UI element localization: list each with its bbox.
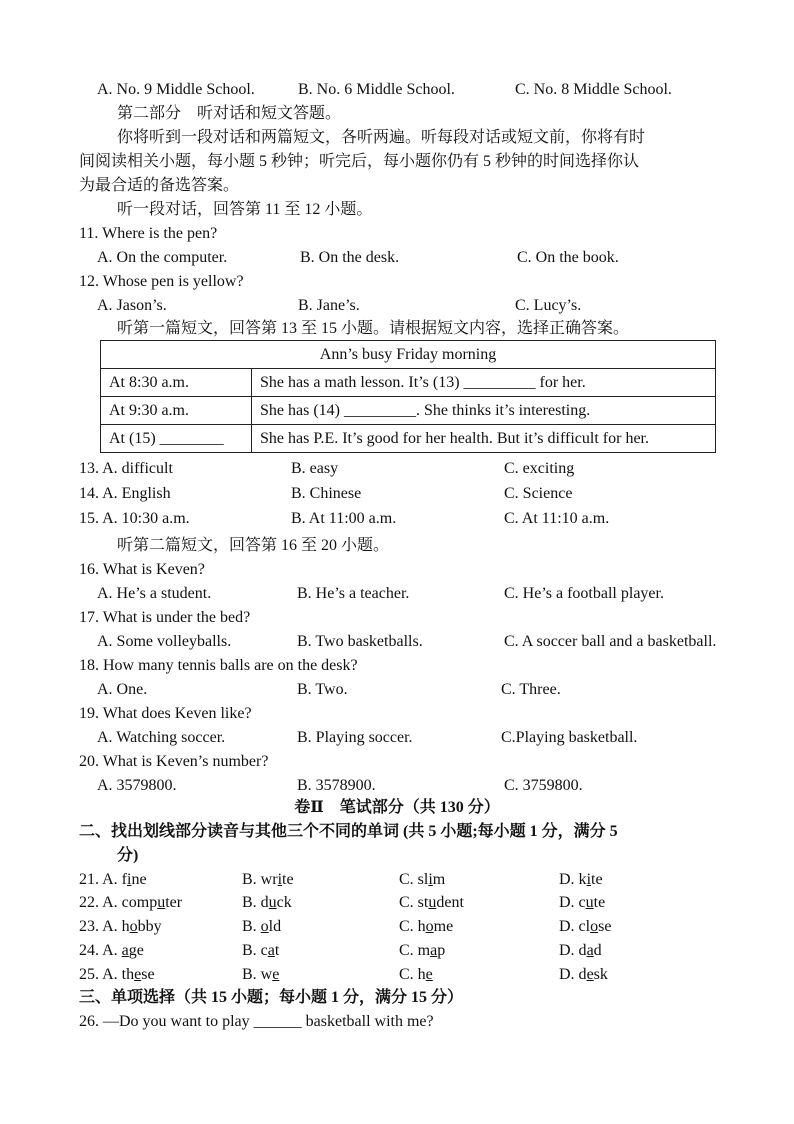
q11-option-c: C. On the book.	[517, 249, 619, 266]
section2-title-line1: 二、找出划线部分读音与其他三个不同的单词 (共 5 小题;每小题 1 分，满分 5	[79, 823, 618, 840]
q20-option-c: C. 3759800.	[504, 777, 583, 794]
section3-title: 三、单项选择（共 15 小题；每小题 1 分，满分 15 分）	[79, 989, 464, 1006]
part2-instructions-line3: 为最合适的备选答案。	[79, 177, 240, 194]
passage2-intro: 听第二篇短文，回答第 16 至 20 小题。	[117, 537, 390, 554]
table-row	[101, 425, 716, 453]
q22-option-d: D. cute	[559, 894, 606, 911]
q20-option-a: A. 3579800.	[97, 777, 177, 794]
q18-option-b: B. Two.	[297, 681, 348, 698]
q15-option-c: C. At 11:10 a.m.	[504, 510, 610, 527]
q23-option-d: D. close	[559, 918, 612, 935]
q21-option-c: C. slim	[399, 871, 446, 888]
table-cell-text: She has a math lesson. It’s (13) _________ for her.	[252, 369, 716, 397]
q22-option-a: 22. A. computer	[79, 894, 183, 911]
q10-option-b: B. No. 6 Middle School.	[298, 81, 455, 98]
q19-option-a: A. Watching soccer.	[97, 729, 226, 746]
table-title: Ann’s busy Friday morning	[101, 341, 716, 369]
q24-option-d: D. dad	[559, 942, 602, 959]
q21-option-d: D. kite	[559, 871, 603, 888]
q14-option-c: C. Science	[504, 485, 573, 502]
table-cell-text: She has (14) _________. She thinks it’s interesting.	[252, 397, 716, 425]
q25-option-d: D. desk	[559, 966, 608, 983]
q18-question: 18. How many tennis balls are on the desk?	[79, 657, 358, 674]
q23-option-a: 23. A. hobby	[79, 918, 162, 935]
section2-title-line2: 分)	[117, 847, 139, 864]
q12-option-b: B. Jane’s.	[298, 297, 360, 314]
table-row	[101, 397, 716, 425]
q22-option-b: B. duck	[242, 894, 292, 911]
part2-title: 第二部分 听对话和短文答题。	[117, 105, 342, 122]
q17-option-b: B. Two basketballs.	[297, 633, 423, 650]
table-row	[101, 369, 716, 397]
q24-option-c: C. map	[399, 942, 446, 959]
q17-option-c: C. A soccer ball and a basketball.	[504, 633, 717, 650]
q15-option-a: 15. A. 10:30 a.m.	[79, 510, 190, 527]
q21-option-a: 21. A. fine	[79, 871, 147, 888]
q23-option-b: B. old	[242, 918, 282, 935]
q20-question: 20. What is Keven’s number?	[79, 753, 269, 770]
q21-option-b: B. write	[242, 871, 294, 888]
q14-option-b: B. Chinese	[291, 485, 362, 502]
q17-question: 17. What is under the bed?	[79, 609, 251, 626]
q10-option-a: A. No. 9 Middle School.	[97, 81, 255, 98]
q24-option-a: 24. A. age	[79, 942, 144, 959]
schedule-table	[100, 340, 716, 453]
q25-option-c: C. he	[399, 966, 433, 983]
q16-option-c: C. He’s a football player.	[504, 585, 664, 602]
paper2-title: 卷Ⅱ 笔试部分（共 130 分）	[294, 799, 500, 816]
q19-option-c: C.Playing basketball.	[501, 729, 638, 746]
q16-option-b: B. He’s a teacher.	[297, 585, 410, 602]
part2-instructions-line1: 你将听到一段对话和两篇短文，各听两遍。听每段对话或短文前，你将有时	[117, 129, 646, 146]
q19-question: 19. What does Keven like?	[79, 705, 252, 722]
q25-option-a: 25. A. these	[79, 966, 155, 983]
q26-question: 26. —Do you want to play ______ basketball with me?	[79, 1013, 434, 1030]
q16-question: 16. What is Keven?	[79, 561, 205, 578]
q13-option-b: B. easy	[291, 460, 339, 477]
q11-question: 11. Where is the pen?	[79, 225, 218, 242]
q25-option-b: B. we	[242, 966, 280, 983]
part2-instructions-line2: 间阅读相关小题，每小题 5 秒钟；听完后，每小题你仍有 5 秒钟的时间选择你认	[79, 153, 640, 170]
table-cell-time: At (15) ________	[101, 425, 252, 453]
q12-option-c: C. Lucy’s.	[515, 297, 582, 314]
table-cell-time: At 9:30 a.m.	[101, 397, 252, 425]
q24-option-b: B. cat	[242, 942, 280, 959]
q11-option-a: A. On the computer.	[97, 249, 228, 266]
q14-option-a: 14. A. English	[79, 485, 171, 502]
q13-option-c: C. exciting	[504, 460, 575, 477]
q19-option-b: B. Playing soccer.	[297, 729, 413, 746]
table-cell-text: She has P.E. It’s good for her health. But it’s difficult for her.	[252, 425, 716, 453]
q13-option-a: 13. A. difficult	[79, 460, 173, 477]
q12-option-a: A. Jason’s.	[97, 297, 167, 314]
q12-question: 12. Whose pen is yellow?	[79, 273, 244, 290]
q17-option-a: A. Some volleyballs.	[97, 633, 232, 650]
q15-option-b: B. At 11:00 a.m.	[291, 510, 397, 527]
q16-option-a: A. He’s a student.	[97, 585, 212, 602]
table-cell-time: At 8:30 a.m.	[101, 369, 252, 397]
dialog-intro: 听一段对话，回答第 11 至 12 小题。	[117, 201, 373, 218]
q10-option-c: C. No. 8 Middle School.	[515, 81, 672, 98]
q20-option-b: B. 3578900.	[297, 777, 376, 794]
q18-option-a: A. One.	[97, 681, 148, 698]
q23-option-c: C. home	[399, 918, 454, 935]
passage1-intro: 听第一篇短文，回答第 13 至 15 小题。请根据短文内容，选择正确答案。	[117, 320, 630, 337]
q11-option-b: B. On the desk.	[300, 249, 400, 266]
q22-option-c: C. student	[399, 894, 464, 911]
q18-option-c: C. Three.	[501, 681, 561, 698]
